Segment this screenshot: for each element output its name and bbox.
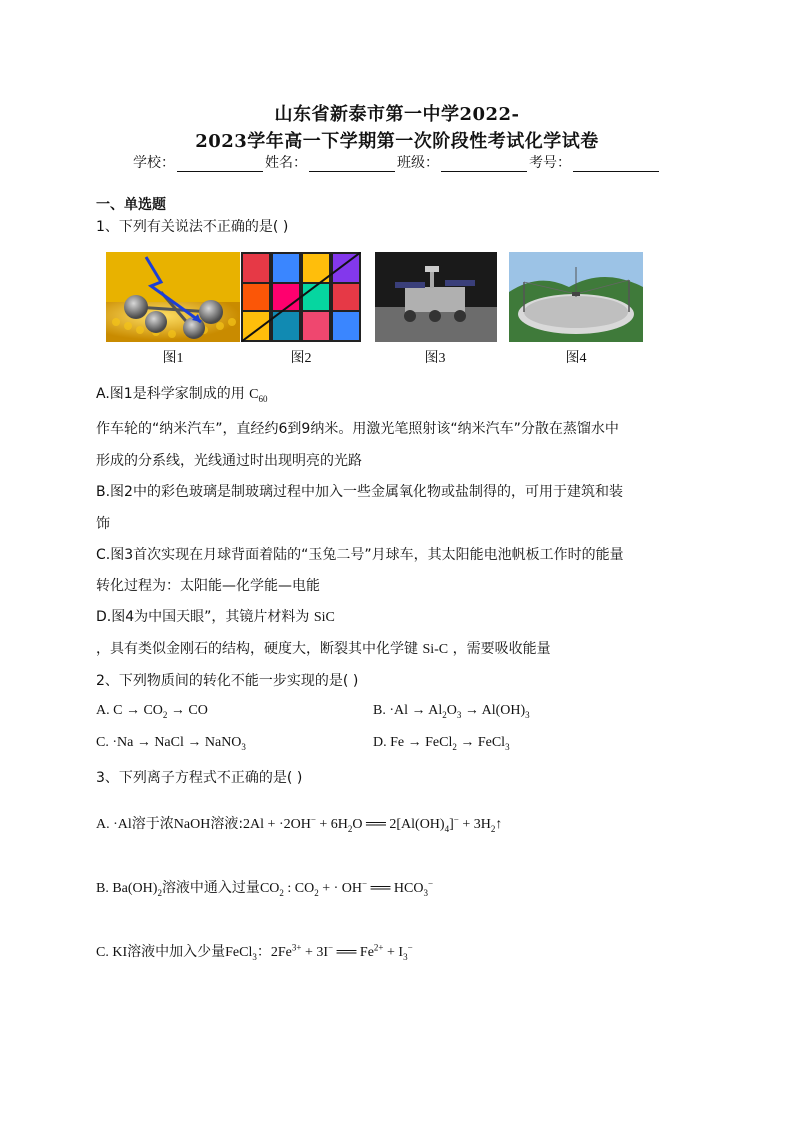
figure-1-nanocar-image [106,252,240,342]
school-blank[interactable] [177,157,263,172]
question-1-stem: 1、下列有关说法不正确的是( ) [96,219,289,235]
q3-option-b [96,877,433,898]
q3-option-c-equation: FeCl$_3$：$2Fe^{3+} + 3I^-$ ══ $Fe^{2+} + I_3^-$ [225,942,413,962]
q3-option-b-prefix: B. $Ba(OH)_2$ [96,881,162,898]
q3-option-c-text: 溶液中加入少量 [127,944,226,960]
q3-option-a-text2: 溶液: [210,816,244,832]
figure-4-fast-telescope-image [509,252,643,342]
class-label: 班级： [397,155,439,171]
school-label: 学校： [133,155,175,171]
q3-option-c-prefix: C. KI [96,945,128,960]
q3-option-a [96,813,502,834]
naoh-formula: NaOH [173,817,211,832]
figure-4-caption: 图4 [565,351,587,366]
number-label: 考号： [529,155,571,171]
q1-option-c-line2: 转化过程为：太阳能—化学能—电能 [96,578,320,594]
q1-option-d-line2 [96,638,551,658]
q1-option-a-line1 [96,383,268,404]
q3-option-a-equation: $2Al + \cdot 2OH^- + 6H_2O$ ══ $2[Al(OH)_4]^-$ + $3H_2↑$ [243,814,503,834]
section-heading: 一、单选题 [96,197,166,213]
q3-option-a-equation-start: A. ·Al [96,817,132,832]
q1-option-b-line1: B.图2中的彩色玻璃是制玻璃过程中加入一些金属氧化物或盐制得的，可用于建筑和装 [96,484,623,500]
q2-option-c: C. ·Na → NaCl → NaNO$_3$ [96,735,246,752]
figure-3-caption: 图3 [424,351,446,366]
class-blank[interactable] [441,157,527,172]
q1-option-d-text3: ，需要吸收能量 [452,641,551,657]
q2-option-a: A. $C \to CO_2$ → CO [96,703,208,720]
q1-option-d-text: D.图4为中国天眼”，其镜片材料为 [96,609,310,625]
q1-option-a-line3: 形成的分系线，光线通过时出现明亮的光路 [96,453,362,469]
q1-option-b-line2: 饰 [96,516,110,532]
si-c-bond: Si-C [422,642,449,657]
q1-option-a-text: A.图1是科学家制成的用 [96,386,245,402]
q1-option-d-line1 [96,606,335,626]
question-2-stem: 2、下列物质间的转化不能一步实现的是( ) [96,673,359,689]
figure-2-caption: 图2 [290,351,312,366]
exam-title-line2: 2023学年高一下学期第一次阶段性考试化学试卷 [195,131,599,152]
q1-option-c-line1: C.图3首次实现在月球背面着陆的“玉兔二号”月球车，其太阳能电池帆板工作时的能量 [96,547,624,563]
q3-option-b-equation: $CO_2$ : $CO_2$ + · OH− ══ $HCO_3^-$ [259,878,434,898]
c60-symbol: C [249,387,259,402]
figure-1-caption: 图1 [162,351,184,366]
q1-option-a-line2: 作车轮的“纳米汽车”，直经约6到9纳米。用激光笔照射该“纳米汽车”分散在蒸馏水中 [96,421,619,437]
student-info-row [0,152,794,172]
question-3-stem: 3、下列离子方程式不正确的是( ) [96,770,303,786]
c60-formula [249,387,267,402]
q3-option-b-text: 溶液中通入过量 [161,880,260,896]
q3-option-a-text1: 溶于浓 [131,816,174,832]
q2-option-b: B. $\cdot Al \to Al_2O_3 \to Al(OH)_3$ [373,703,530,720]
q3-option-c [96,941,413,962]
name-blank[interactable] [309,157,395,172]
name-label: 姓名： [265,155,307,171]
figure-2-stained-glass-image [241,252,375,342]
c60-subscript: 60 [258,393,268,404]
figure-3-lunar-rover-image [375,252,497,342]
number-blank[interactable] [573,157,659,172]
q2-option-d: D. Fe → FeCl$_2$ → FeCl$_3$ [373,735,510,752]
q1-option-d-text2: ，具有类似金刚石的结构，硬度大，断裂其中化学键 [96,641,418,657]
sic-formula: SiC [313,610,335,625]
exam-title-line1: 山东省新泰市第一中学2022- [274,104,520,125]
